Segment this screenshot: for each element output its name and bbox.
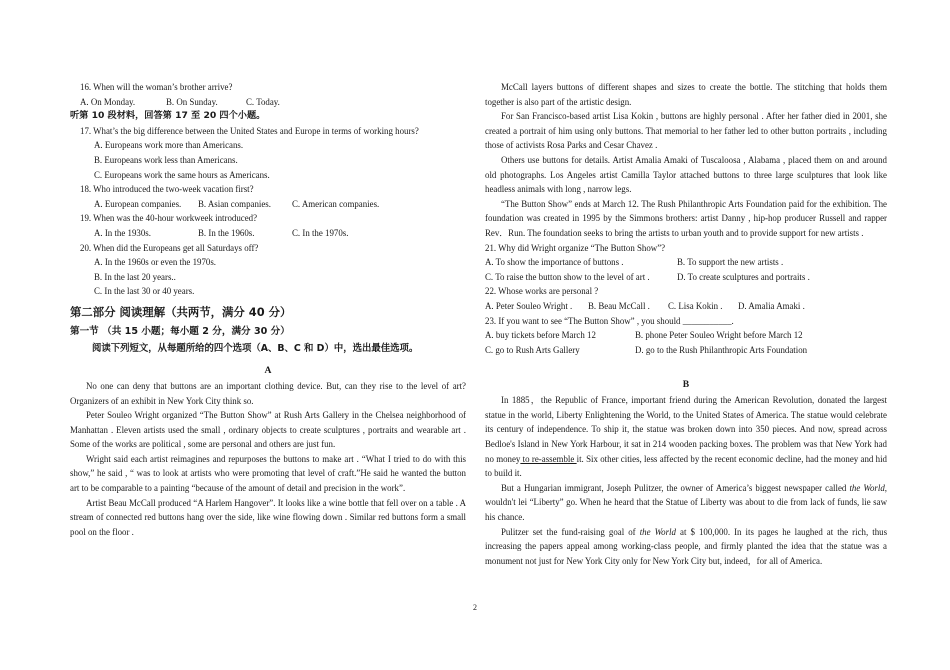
q19-option-a: A. In the 1930s. <box>94 227 151 238</box>
passage-b-p2-newspaper-name: the World <box>849 482 885 493</box>
q16-question: 16. When will the woman’s brother arrive? <box>80 82 233 92</box>
passage-b-p3-text-1: Pulitzer set the fund-raising goal of <box>501 526 640 537</box>
q23-option-d: D. go to the Rush Philanthropic Arts Foundation <box>635 344 808 355</box>
passage-a-paragraph-5: McCall layers buttons of different shapes and sizes to create the bottle. The stitching that holds them together is also part of the artistic design. <box>485 82 887 107</box>
q17-question: 17. What’s the big difference between the United States and Europe in terms of working hours? <box>80 125 419 136</box>
q21-question: 21. Why did Wright organize “The Button Show”? <box>485 242 666 253</box>
passage-b-paragraph-1 <box>485 393 887 481</box>
passage-b-paragraph-2 <box>485 481 887 525</box>
part2-title: 第二部分 阅读理解（共两节，满分 40 分） <box>70 304 292 319</box>
q21-option-a: A. To show the importance of buttons . <box>485 257 624 268</box>
q23-question: 23. If you want to see “The Button Show” , you should ___________. <box>485 315 734 326</box>
q23-option-c: C. go to Rush Arts Gallery <box>485 344 580 355</box>
q17-option-c: C. Europeans work the same hours as Americans. <box>94 169 270 180</box>
passage-a-paragraph-7: Others use buttons for details. Artist Amalia Amaki of Tuscaloosa , Alabama , placed them on and around old photographs. Los Angeles artist Camilla Taylor attached buttons to three large sculptures that look like headless animals with long , narrow legs. <box>485 154 887 195</box>
q19-option-b: B. In the 1960s. <box>198 227 255 238</box>
q18-question: 18. Who introduced the two-week vacation first? <box>80 184 254 195</box>
q22-option-d: D. Amalia Amaki . <box>738 300 805 311</box>
q16-options <box>70 95 466 110</box>
passage-a-paragraph-8: “The Button Show” ends at March 12. The Rush Philanthropic Arts Foundation paid for the exhibition. The foundation was created in 1995 by the Simmons brothers: artist Danny , hip-hop producer Russell and rapper Rev．Run. The foundation seeks to bring the artists to urban youth and to provide support for new artists . <box>485 198 887 238</box>
passage-b-p1-text-1: In 1885，the Republic of France, important friend during the American Revolution, donated the largest statue in the world, Liberty Enlightening the World, to the United States of America. The statue would celebrate its century of independence. To ship it, the statue was broken down into 350 pieces. And now, spread across Bedloe's Island in New York Harbour, it sat in 214 wooden packing boxes. The problem was that New York had no money <box>485 395 887 464</box>
left-column <box>70 80 466 539</box>
q19-options <box>70 226 466 241</box>
passage-a-paragraph-1: No one can deny that buttons are an important clothing device. But, can they rise to the level of art? Organizers of an exhibit in New York City think so. <box>70 380 466 406</box>
q16-option-a: A. On Monday. <box>80 96 136 107</box>
page-number: 2 <box>473 603 477 612</box>
q18-option-c: C. American companies. <box>292 198 380 209</box>
q20-question: 20. When did the Europeans get all Saturdays off? <box>80 242 259 253</box>
q19-option-c: C. In the 1970s. <box>292 227 349 238</box>
q21-options-row-2 <box>485 270 887 285</box>
q22-question: 22. Whose works are personal ? <box>485 286 599 297</box>
passage-a-paragraph-6: For San Francisco-based artist Lisa Kokin , buttons are highly personal . After her father died in 2001, she created a portrait of him using only buttons. That memorial to her father led to other button portraits , including those of activists Rosa Parks and Cesar Chavez . <box>485 111 887 151</box>
q21-option-b: B. To support the new artists . <box>677 257 784 268</box>
q21-option-d: D. To create sculptures and portraits . <box>677 271 810 282</box>
passage-b-p1-text-2: it. Six other cities, less affected by the recent economic decline, had the money and hid to build it. <box>485 453 887 479</box>
passage-a-paragraph-4: Artist Beau McCall produced “A Harlem Hangover”. It looks like a wine bottle that fell over on a table . A stream of connected red buttons hang over the side, like wine flowing down . Similar red buttons form a small pool on the floor . <box>70 497 466 537</box>
q17-option-b: B. Europeans work less than Americans. <box>94 154 238 165</box>
q21-option-c: C. To raise the button show to the level of art . <box>485 271 650 282</box>
q20-option-c: C. In the last 30 or 40 years. <box>94 286 195 297</box>
q22-option-b: B. Beau McCall . <box>588 300 650 311</box>
passage-b-p3-newspaper-name: the World <box>639 526 676 537</box>
passage-b-p2-text-2: , wouldn't lei “Liberty” go. When he heard that the Statue of Liberty was about to die from lack of funds, lie saw his chance. <box>485 482 887 523</box>
passage-b-paragraph-3 <box>485 525 887 569</box>
passage-a-title: A <box>264 364 272 376</box>
q23-options-row-2 <box>485 343 887 358</box>
q23-option-a: A. buy tickets before March 12 <box>485 330 596 341</box>
q19-question: 19. When was the 40-hour workweek introduced? <box>80 213 258 224</box>
passage-a-paragraph-2: Peter Souleo Wright organized “The Button Show” at Rush Arts Gallery in the Chelsea neighborhood of Manhattan . Eleven artists used the small , ordinary objects to create sculptures , portraits and wearable art . Some of the works are political , some are personal and others are just fun. <box>70 410 466 450</box>
reading-instructions: 阅读下列短文，从每题所给的四个选项（A、B、C 和 D）中，选出最佳选项。 <box>92 342 419 354</box>
q22-option-a: A. Peter Souleo Wright . <box>485 300 573 311</box>
right-column <box>485 80 887 568</box>
passage-a-paragraph-3: Wright said each artist reimagines and repurposes the buttons to make art . “What I tried to do with this show,” he said , “ was to look at artists who were promoting that level of craft.”He said he wanted the button art to be comparable to a painting “because of the amount of detail and precision in the work”. <box>70 453 466 494</box>
q23-option-b: B. phone Peter Souleo Wright before March 12 <box>635 330 803 341</box>
q20-option-a: A. In the 1960s or even the 1970s. <box>94 257 217 268</box>
passage-b-title: B <box>682 379 690 391</box>
q16-option-c: C. Today. <box>246 96 280 107</box>
q21-options-row-1 <box>485 255 887 270</box>
q16-option-b: B. On Sunday. <box>166 96 218 107</box>
passage-b-p2-text-1: But a Hungarian immigrant, Joseph Pulitzer, the owner of America’s biggest newspaper called <box>501 482 850 493</box>
passage-b-p3-text-2: at $ 100,000. In its pages he laughed at the rich, thus increasing the papers appeal among working-class people, and firmly planted the idea that the statue was a monument not just for New York City only for New York City but, indeed，for all of America. <box>485 526 888 566</box>
q22-options <box>485 299 887 314</box>
q23-options-row-1 <box>485 328 887 343</box>
passage-b-underlined-phrase: to re-assemble <box>520 453 577 464</box>
q18-options <box>70 197 466 212</box>
section1-title: 第一节 （共 15 小题；每小题 2 分，满分 30 分） <box>70 325 290 337</box>
q18-option-a: A. European companies. <box>94 198 182 209</box>
q17-option-a: A. Europeans work more than Americans. <box>94 140 244 151</box>
section10-heading: 听第 10 段材料，回答第 17 至 20 四个小题。 <box>70 110 266 122</box>
q20-option-b: B. In the last 20 years.. <box>94 271 176 282</box>
q22-option-c: C. Lisa Kokin . <box>668 300 723 311</box>
q18-option-b: B. Asian companies. <box>198 198 271 209</box>
